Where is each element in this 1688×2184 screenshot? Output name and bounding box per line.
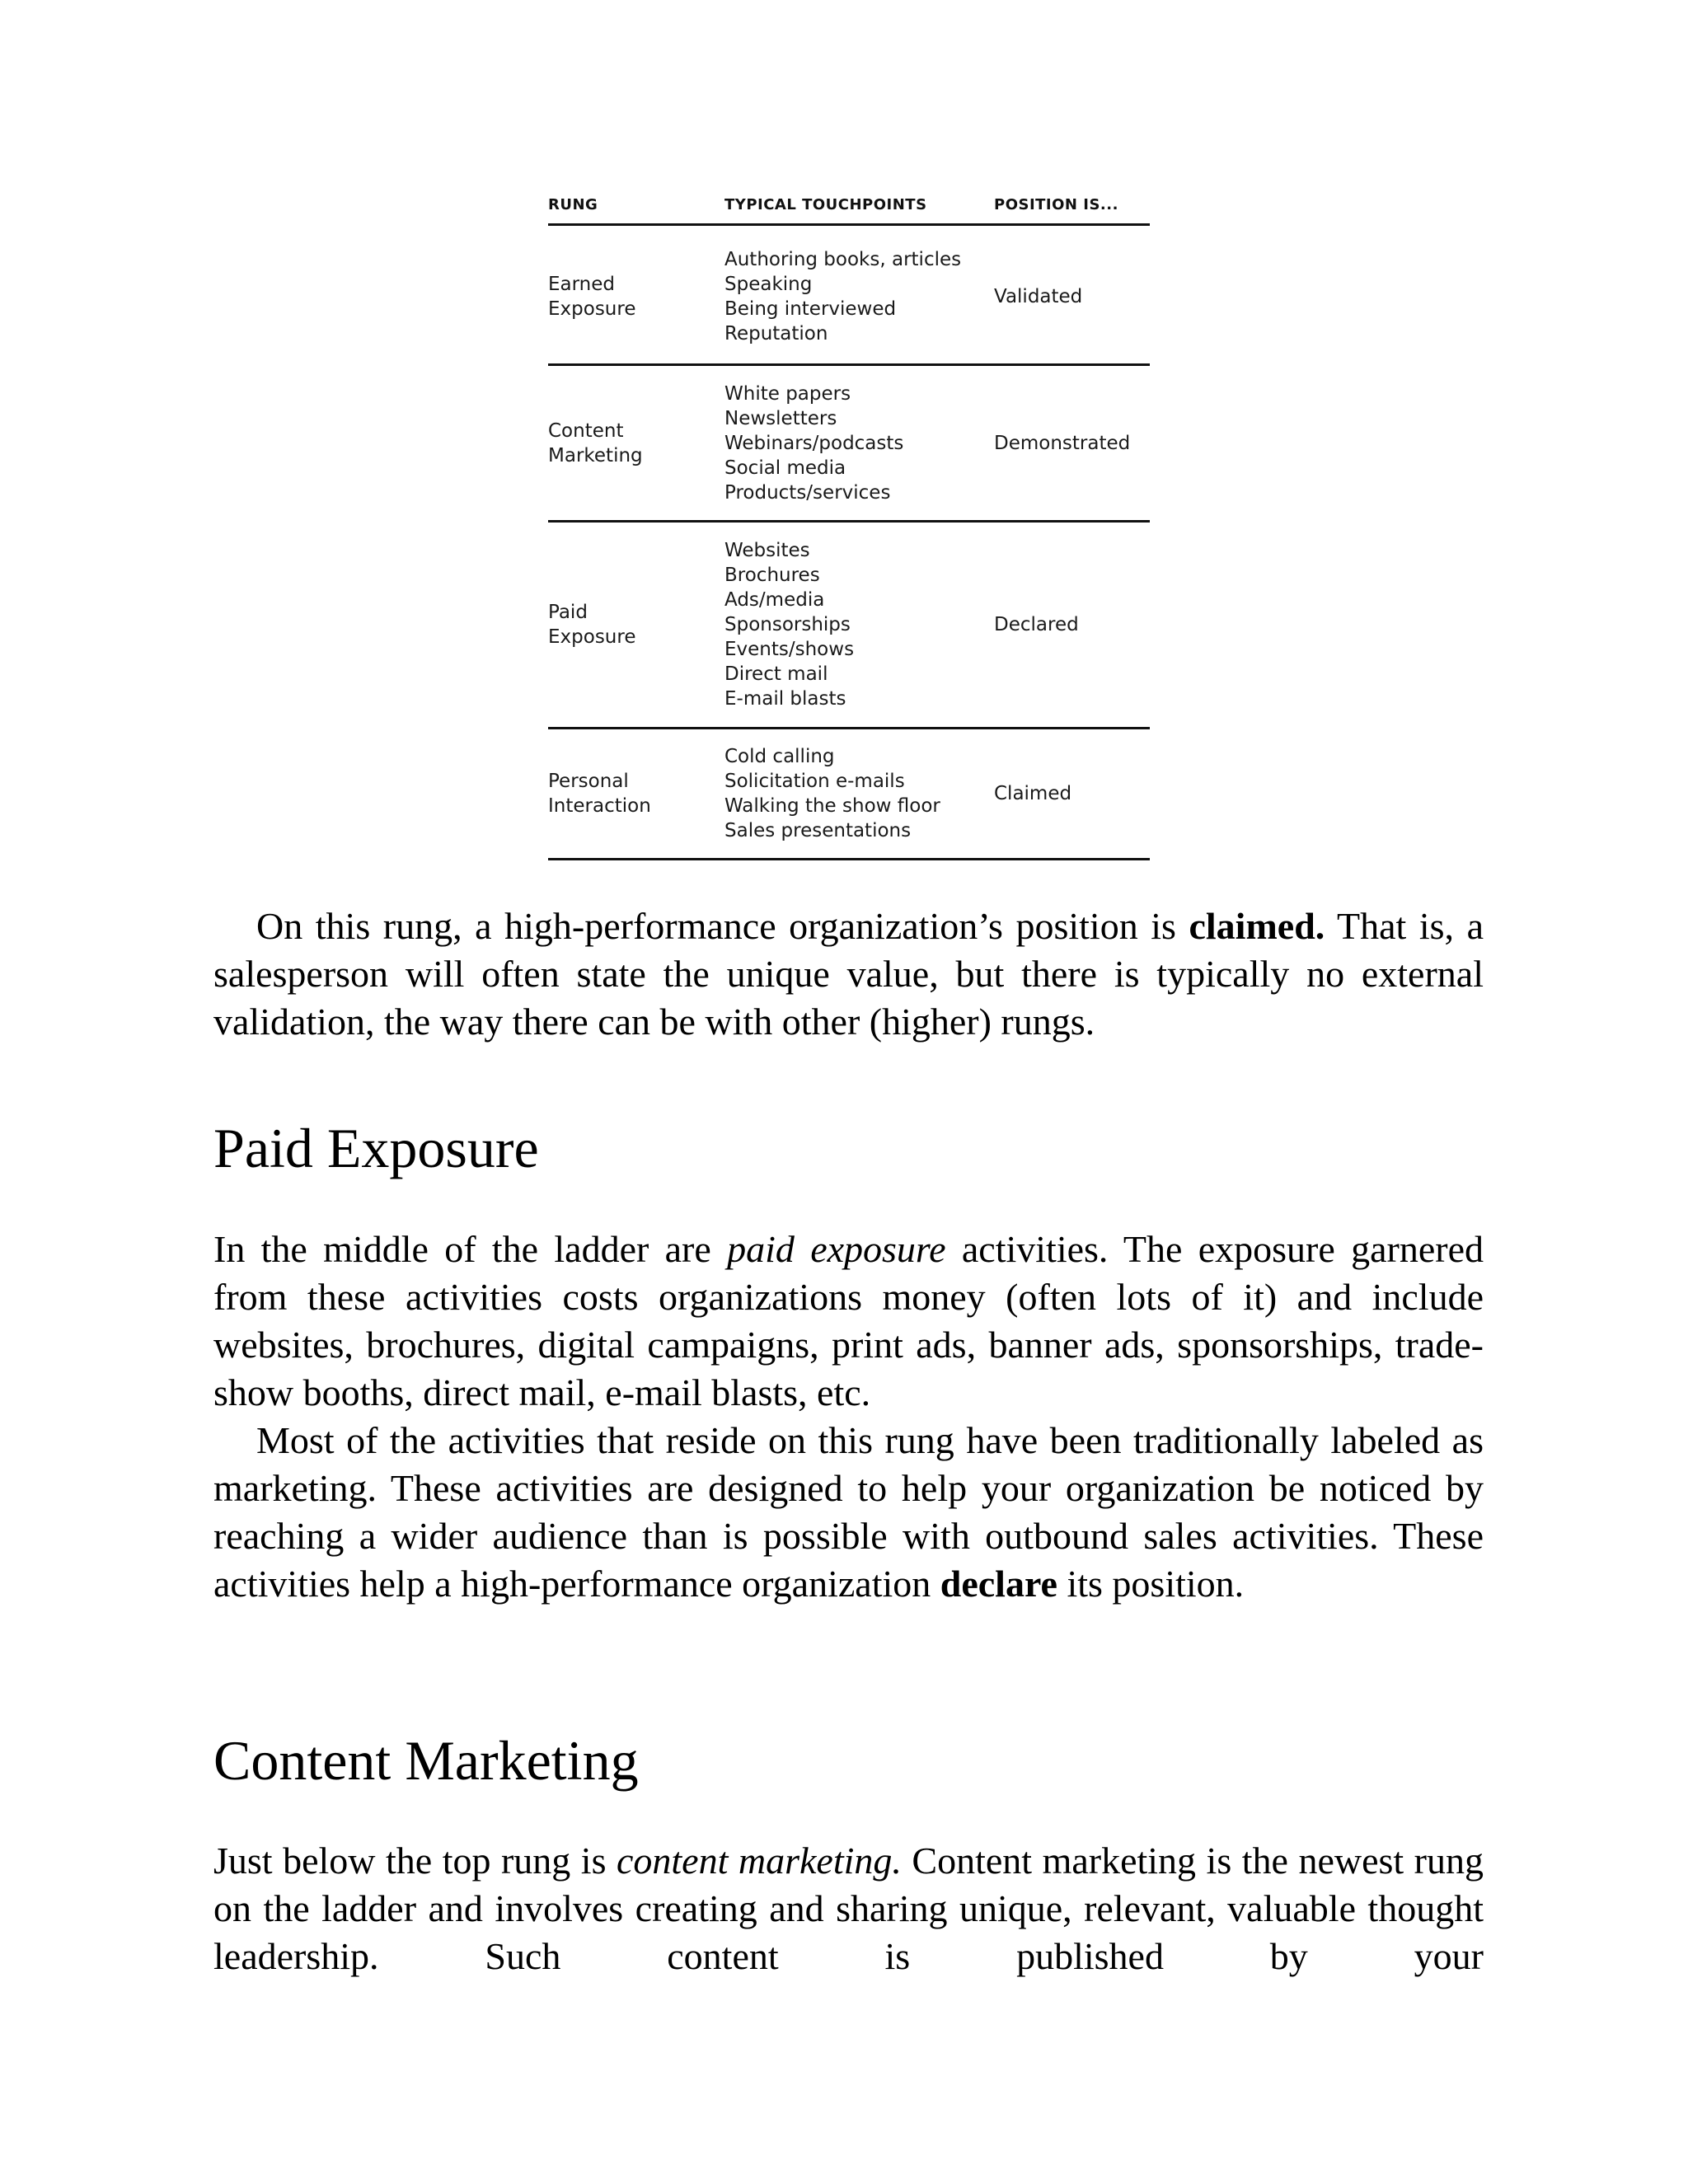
text-run: On this rung, a high-performance organization’s position is bbox=[256, 905, 1189, 947]
table-row-content-marketing bbox=[548, 366, 1150, 523]
italic-text: paid exposure bbox=[727, 1228, 946, 1270]
touchpoint-item: Sales presentations bbox=[724, 820, 912, 841]
touchpoint-item: Products/services bbox=[724, 481, 891, 504]
rung-name-line: Content bbox=[548, 419, 624, 442]
touchpoint-item: Solicitation e-mails bbox=[724, 771, 905, 792]
bold-text: claimed. bbox=[1189, 905, 1325, 947]
text-run: Just below the top rung is bbox=[213, 1840, 617, 1882]
italic-text: content marketing. bbox=[616, 1840, 902, 1882]
rung-cell bbox=[548, 600, 724, 649]
touchpoint-item: Sponsorships bbox=[724, 614, 851, 635]
text-run: Most of the activities that reside on this rung have been traditionally labeled as marketing. These activities are designed to help your organization be noticed by reaching a wider audience than is possible with outbound sales activities. These activities help a high-performance organization bbox=[213, 1419, 1484, 1605]
bold-text: declare bbox=[940, 1563, 1057, 1605]
rung-cell bbox=[548, 769, 724, 818]
table-row-paid-exposure bbox=[548, 523, 1150, 729]
rung-name-line: Paid bbox=[548, 602, 588, 623]
text-run: In the middle of the ladder are bbox=[213, 1228, 728, 1270]
touchpoint-item: Speaking bbox=[724, 273, 813, 295]
touchpoints-list bbox=[724, 538, 994, 711]
section-heading-paid-exposure: Paid Exposure bbox=[213, 1117, 539, 1179]
touchpoint-item: Being interviewed bbox=[724, 298, 897, 320]
paragraph bbox=[213, 902, 1484, 1046]
touchpoint-item: Reputation bbox=[724, 322, 828, 344]
position-cell: Validated bbox=[994, 285, 1083, 307]
touchpoint-item: Cold calling bbox=[724, 746, 835, 767]
table-row-personal-interaction bbox=[548, 729, 1150, 860]
touchpoint-item: Authoring books, articles bbox=[724, 248, 962, 270]
text-run: Content marketing is the newest rung on the ladder and involves creating and sharing unique, relevant, valuable thought leadership. Such content is published by your bbox=[213, 1840, 1484, 1977]
ladder-table bbox=[548, 187, 1150, 860]
rung-name-line: Exposure bbox=[548, 626, 636, 648]
rung-name-line: Personal bbox=[548, 771, 629, 792]
rung-name-line: Earned bbox=[548, 273, 616, 295]
header-position: POSITION IS... bbox=[994, 196, 1118, 213]
body-section-content-marketing bbox=[213, 1837, 1484, 1980]
body-section-paid-exposure bbox=[213, 1226, 1484, 1608]
text-run: That is, a salesperson will often state the unique value, but there is typically no external validation, the way there can be with other (higher) rungs. bbox=[213, 905, 1484, 1043]
touchpoint-item: Websites bbox=[724, 540, 810, 561]
touchpoint-item: Direct mail bbox=[724, 663, 828, 685]
touchpoint-item: Webinars/podcasts bbox=[724, 432, 904, 454]
rung-cell bbox=[548, 272, 724, 321]
paragraph bbox=[213, 1226, 1484, 1417]
touchpoint-item: Brochures bbox=[724, 565, 820, 586]
position-cell: Declared bbox=[994, 614, 1079, 635]
touchpoint-item: Events/shows bbox=[724, 639, 855, 660]
touchpoint-item: Social media bbox=[724, 457, 846, 479]
touchpoint-item: E-mail blasts bbox=[724, 688, 846, 710]
rung-cell bbox=[548, 419, 724, 468]
section-heading-content-marketing: Content Marketing bbox=[213, 1729, 639, 1792]
touchpoint-item: Newsletters bbox=[724, 407, 837, 429]
touchpoints-list bbox=[724, 744, 994, 843]
position-cell: Demonstrated bbox=[994, 432, 1131, 454]
paragraph bbox=[213, 1837, 1484, 1980]
header-touchpoints: TYPICAL TOUCHPOINTS bbox=[724, 196, 927, 213]
position-cell: Claimed bbox=[994, 783, 1072, 804]
touchpoint-item: Ads/media bbox=[724, 589, 825, 611]
touchpoint-item: Walking the show floor bbox=[724, 795, 940, 817]
rung-name-line: Interaction bbox=[548, 795, 651, 817]
paragraph bbox=[213, 1417, 1484, 1608]
table-row-earned-exposure bbox=[548, 226, 1150, 366]
touchpoints-list bbox=[724, 382, 994, 505]
table-header-row bbox=[548, 187, 1150, 226]
rung-name-line: Marketing bbox=[548, 444, 643, 466]
body-paragraph-claimed bbox=[213, 902, 1484, 1046]
text-run: its position. bbox=[1057, 1563, 1245, 1605]
touchpoint-item: White papers bbox=[724, 382, 851, 405]
header-rung: RUNG bbox=[548, 196, 598, 213]
touchpoints-list bbox=[724, 247, 994, 346]
text-run: activities. The exposure garnered from these activities costs organizations money (often lots of it) and include websites, brochures, digital campaigns, print ads, banner ads, sponsorships, trade-show booths, direct mail, e-mail blasts, etc. bbox=[213, 1228, 1484, 1413]
rung-name-line: Exposure bbox=[548, 298, 636, 320]
